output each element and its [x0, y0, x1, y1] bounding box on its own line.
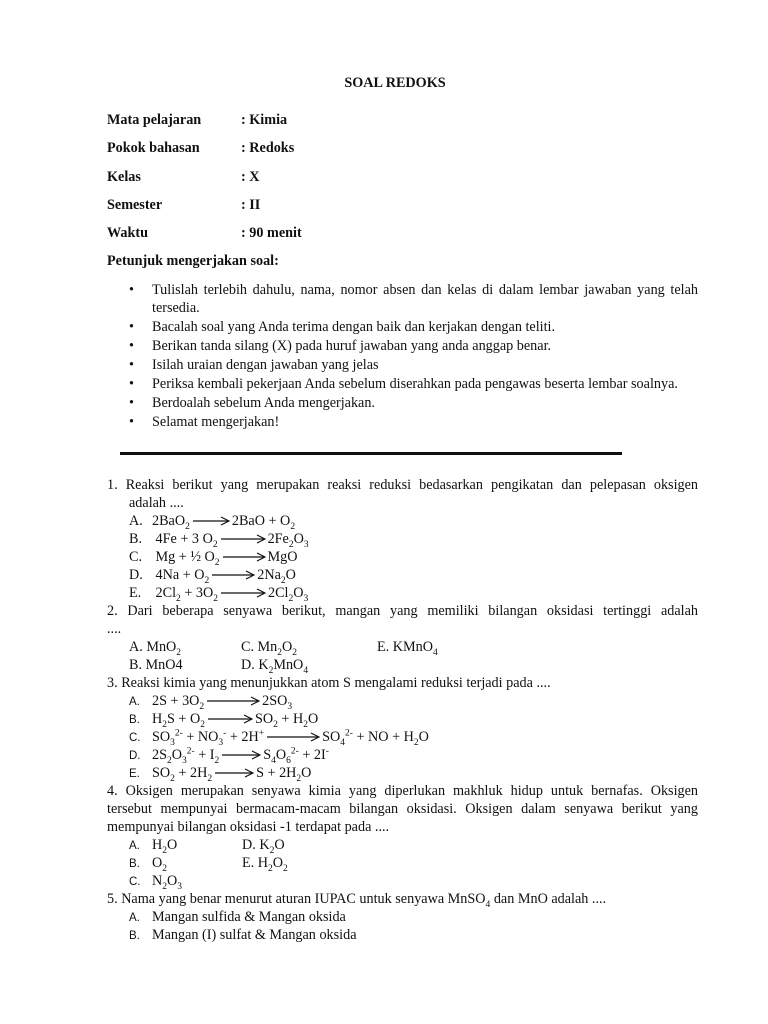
arrow-icon: [211, 567, 255, 585]
question-4-text: 4. Oksigen merupakan senyawa kimia yang diperlukan makhluk hidup untuk bernafas. Oksigen: [107, 783, 698, 799]
question-2-text-cont: ....: [107, 621, 122, 637]
q4-option-c: $N_2O_3$: [152, 873, 182, 892]
question-2-text: 2. Dari beberapa senyawa berikut, mangan yang memiliki bilangan oksidasi tertinggi adalah: [107, 603, 698, 619]
q3-option-c: [107, 728, 698, 746]
q2-option-a: A. MnO$_2$: [129, 639, 182, 658]
instruction-item: • Selamat mengerjakan!: [152, 413, 698, 431]
option-letter: A.: [129, 912, 140, 924]
q4-options-row-1: [107, 836, 698, 854]
products: $SO_4^{2-}$ + NO + $H_2O$: [322, 728, 429, 748]
instructions-list: [152, 281, 698, 432]
option-letter: B.: [129, 930, 140, 942]
q1-option-b: [107, 530, 698, 548]
info-value: : Redoks: [241, 140, 295, 156]
arrow-icon: [222, 549, 266, 567]
q4-option-b: $O_2$: [152, 855, 167, 874]
option-letter: B.: [129, 714, 140, 726]
arrow-icon: [221, 747, 261, 765]
products: $2Fe_2O_3$: [267, 531, 309, 550]
q1-option-c: [107, 548, 698, 566]
instructions-heading: Petunjuk mengerjakan soal:: [107, 253, 279, 269]
question-5-text: 5. Nama yang benar menurut aturan IUPAC untuk senyawa MnSO$_4$ dan MnO adalah ....: [107, 891, 607, 910]
instruction-item: • Isilah uraian dengan jawaban yang jelas: [152, 356, 698, 374]
question-1-text-cont: adalah ....: [129, 495, 184, 511]
products: $2Na_2O$: [257, 567, 296, 586]
arrow-icon: [192, 513, 230, 531]
q3-option-a: [107, 692, 698, 710]
q2-options-row-1: [107, 638, 698, 656]
instruction-item: • Berdoalah sebelum Anda mengerjakan.: [152, 394, 698, 412]
reactants: $2S_2O_3^{2-} + I_2$: [152, 746, 220, 766]
info-time: [107, 224, 302, 242]
option-letter: D.: [129, 750, 141, 762]
q3-option-d: [107, 746, 698, 764]
question-4-text-cont2: mempunyai bilangan oksidasi -1 terdapat pada ....: [107, 819, 390, 835]
instruction-item: • Berikan tanda silang (X) pada huruf jawaban yang anda anggap benar.: [152, 337, 698, 355]
info-semester: [107, 196, 260, 214]
reactants: Mg + ½ $O_2$: [152, 549, 220, 568]
reactants: $H_2S + O_2$: [152, 711, 205, 730]
q1-option-d: [107, 566, 698, 584]
products: $S_4O_6^{2-} + 2I^-$: [263, 746, 329, 766]
info-value: : Kimia: [241, 112, 288, 128]
info-label: Pokok bahasan: [107, 140, 200, 156]
option-text: Mangan (I) sulfat & Mangan oksida: [152, 927, 357, 943]
q1-option-e: [107, 584, 698, 602]
products: $2SO_3$: [262, 693, 293, 712]
page-title: SOAL REDOKS: [344, 75, 446, 91]
reactants: 2BaO$_2$: [152, 513, 190, 532]
reactants: $SO_3^{2-} + NO_3^- + 2H^+$: [152, 728, 265, 748]
option-letter: A.: [129, 840, 140, 852]
q2-option-d: D. $K_2MnO_4$: [241, 657, 309, 676]
q3-option-b: [107, 710, 698, 728]
info-class: [107, 168, 260, 186]
info-value: : II: [241, 197, 261, 213]
q4-options-row-2: [107, 854, 698, 872]
arrow-icon: [214, 765, 254, 783]
question-4-text-cont: tersebut mempunyai bermacam-macam bilangan oksidasi. Oksigen dalam senyawa berikut yang: [107, 801, 698, 817]
q2-option-b: B. MnO4: [129, 657, 183, 673]
q2-options-row-2: [107, 656, 698, 674]
info-label: Mata pelajaran: [107, 112, 202, 128]
divider-line: [120, 452, 622, 455]
arrow-icon: [206, 693, 260, 711]
products: $SO_2 + H_2O$: [254, 711, 319, 730]
info-label: Kelas: [107, 169, 141, 185]
instruction-item: • Periksa kembali pekerjaan Anda sebelum diserahkan pada pengawas beserta lembar soalnya.: [152, 375, 698, 393]
q5-option-b: [107, 926, 698, 944]
option-letter: C.: [129, 876, 141, 888]
reactants: $SO_2 + 2H_2$: [152, 765, 213, 784]
arrow-icon: [220, 585, 266, 603]
arrow-icon: [207, 711, 253, 729]
option-letter: B.: [129, 858, 140, 870]
option-letter: E.: [129, 768, 140, 780]
option-letter: E.: [129, 585, 142, 601]
q2-option-e: E. KMnO$_4$: [377, 639, 438, 658]
q2-option-c: C. $Mn_2O_2$: [241, 639, 298, 658]
option-letter: C.: [129, 549, 143, 565]
instruction-item: • Tulislah terlebih dahulu, nama, nomor absen dan kelas di dalam lembar jawaban yang telah tersedia.: [152, 281, 698, 317]
option-letter: C.: [129, 732, 141, 744]
info-value: : 90 menit: [241, 225, 302, 241]
reactants: $2Cl_2 + 3O_2$: [152, 585, 218, 604]
q4-options-row-3: [107, 872, 698, 890]
option-text: Mangan sulfida & Mangan oksida: [152, 909, 346, 925]
q3-option-e: [107, 764, 698, 782]
info-subject: [107, 111, 287, 129]
info-topic: [107, 139, 294, 157]
option-letter: B.: [129, 531, 143, 547]
option-letter: A.: [129, 513, 143, 529]
questions: [107, 476, 698, 944]
reactants: $2S + 3O_2$: [152, 693, 205, 712]
option-letter: D.: [129, 567, 143, 583]
products: MgO: [267, 549, 298, 565]
instruction-item: • Bacalah soal yang Anda terima dengan baik dan kerjakan dengan teliti.: [152, 318, 698, 336]
arrow-icon: [266, 729, 320, 747]
info-label: Semester: [107, 197, 163, 213]
products: $S + 2H_2O$: [256, 765, 312, 784]
q4-option-d: D. $K_2O$: [242, 837, 285, 856]
reactants: $4Na + O_2$: [152, 567, 210, 586]
q4-option-e: E. $H_2O_2$: [242, 855, 288, 874]
q5-option-a: [107, 908, 698, 926]
products: $2BaO + O_2$: [231, 513, 296, 532]
question-3-text: 3. Reaksi kimia yang menunjukkan atom S mengalami reduksi terjadi pada ....: [107, 675, 551, 691]
info-value: : X: [241, 169, 260, 185]
info-label: Waktu: [107, 225, 149, 241]
arrow-icon: [220, 531, 266, 549]
q1-option-a: [107, 512, 698, 530]
q4-option-a: $H_2O$: [152, 837, 178, 856]
reactants: 4Fe + 3 $O_2$: [152, 531, 218, 550]
question-1-text: 1. Reaksi berikut yang merupakan reaksi reduksi bedasarkan pengikatan dan pelepasan oksigen: [107, 477, 698, 493]
products: $2Cl_2O_3$: [267, 585, 309, 604]
option-letter: A.: [129, 696, 140, 708]
